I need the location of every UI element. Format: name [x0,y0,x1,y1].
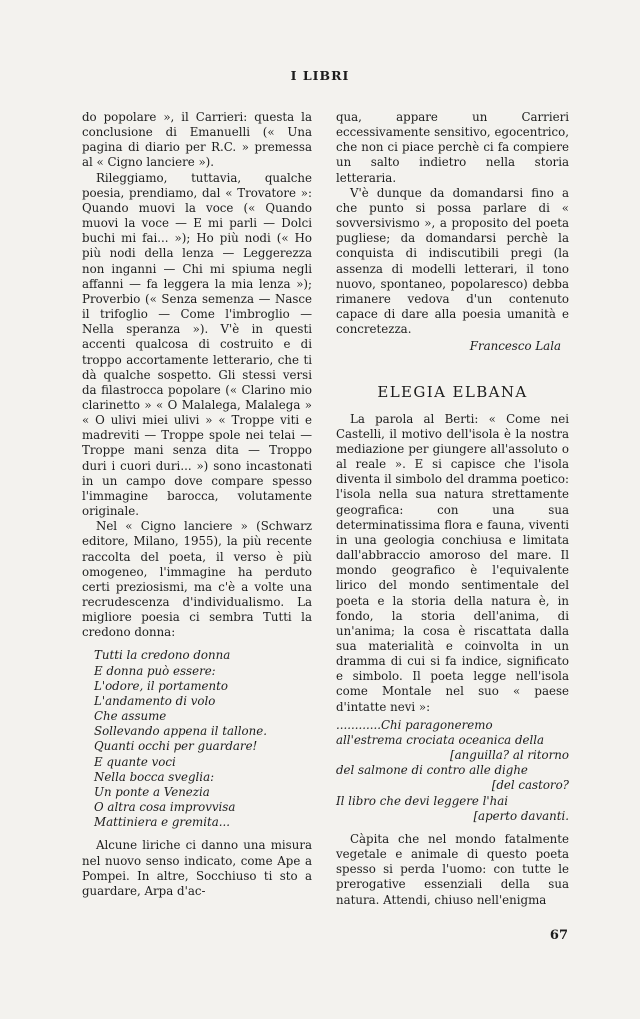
section-title: ELEGIA ELBANA [377,382,528,401]
poem-line: Tutti la credono donna [94,648,231,663]
quote-line: [anguilla? al ritorno [450,748,569,763]
quote-line: del salmone di contro alle dighe [336,763,528,778]
paragraph: Càpita che nel mondo fatalmente vegetale e animale di questo poeta spesso si perda l'uomo: con tutte le prerogative essenziali della sua natura. Attendi, chiuso nell'enigma [336,831,569,907]
poem-line: Che assume [94,709,167,724]
paragraph: qua, appare un Carrieri eccessivamente sensitivo, egocentrico, che non ci piace perchè ci fa compiere un salto indietro nella storia letteraria. [336,110,569,185]
poem-line: L'andamento di volo [94,693,216,708]
author-signature: Francesco Lala [469,339,561,354]
quote-line: all'estrema crociata oceanica della [336,732,545,747]
poem-line: Sollevando appena il tallone. [94,724,267,739]
right-column [336,110,569,908]
poem-quotation [94,648,312,830]
running-header: I LIBRI [290,68,350,83]
poem-line: Nella bocca sveglia: [94,769,215,784]
paragraph: V'è dunque da domandarsi fino a che punto si possa parlare di « sovversivismo », a proposito del poeta pugliese; da domandarsi perchè la conquista di indiscutibili pregi (la assenza di modelli letterari, il tono nuovo, spontaneo, popolaresco) debba rimanere vedova d'un contenuto capace di dare alla poesia umanità e concretezza. [336,185,569,337]
poem-line: O altra cosa improvvisa [94,800,236,815]
paragraph: do popolare », il Carrieri: questa la conclusione di Emanuelli (« Una pagina di diario per R.C. » premessa al « Cigno lanciere »). [82,110,312,170]
quote-line: [aperto davanti. [473,808,569,823]
verse-quotation [336,718,569,824]
quote-line: [del castoro? [491,778,569,793]
page-number: 67 [549,928,568,943]
poem-line: Mattiniera e gremita... [94,815,231,830]
paragraph: La parola al Berti: « Come nei Castelli, il motivo dell'isola è la nostra mediazione per giungere all'assoluto o al reale ». E si capisce che l'isola diventa il simbolo del dramma poetico: l'isola nella sua natura strettamente geografica: con una sua determinatissima flora e fauna, viventi in una geologia conchiusa e limitata dall'abbraccio amoroso del mare. Il mondo geografico è l'equivalente lirico del mondo sentimentale del poeta e la storia della natura è, in fondo, la storia dell'anima, di un'anima; la cosa è riscattata dalla sua materialità e coinvolta in un dramma di cui si fa indice, significato e simbolo. Il poeta legge nell'isola come Montale nel suo « paese d'intatte nevi »: [336,411,569,714]
paragraph: Alcune liriche ci danno una misura nel nuovo senso indicato, come Ape a Pompei. In altre, Socchiuso ti sto a guardare, Arpa d'ac- [82,838,312,898]
poem-line: Quanti occhi per guardare! [94,739,258,754]
poem-line: L'odore, il portamento [94,678,228,693]
poem-line: E donna può essere: [94,663,216,678]
quote-line: Il libro che devi leggere l'hai [336,793,509,808]
left-column [82,110,312,899]
quote-line: ............Chi paragoneremo [336,717,493,732]
poem-line: Un ponte a Venezia [94,784,210,799]
paragraph: Rileggiamo, tuttavia, qualche poesia, prendiamo, dal « Trovatore »: Quando muovi la voce (« Quando muovi la voce — E mi parli — Dolci buchi mi fai... »); Ho più nodi (« Ho più nodi della lenza — Leggerezza non inganni — Chi mi spiuma negli affanni — fa leggera la mia lenza »); Proverbio (« Senza semenza — Nasce il trifoglio — Come l'imbroglio — Nella speranza »). V'è in questi accenti qualcosa di costruito e di troppo accortamente letterario, che ti dà qualche sospetto. Gli stessi versi da filastrocca popolare (« Clarino mio clarinetto » « O Malalega, Malalega » « O ulivi miei ulivi » « Troppe viti e madreviti — Troppe spole nei telai — Troppe mani senza dita — Troppo duri i cuori duri... ») sono incastonati in un campo dove compare spesso l'immagine barocca, volutamente originale. [82,170,312,519]
paragraph: Nel « Cigno lanciere » (Schwarz editore, Milano, 1955), la più recente raccolta del poeta, il verso è più omogeneo, l'immagine ha perduto certi preziosismi, ma c'è a volte una recrudescenza d'individualismo. La migliore poesia ci sembra Tutti la credono donna: [82,519,312,640]
poem-line: E quante voci [94,754,176,769]
